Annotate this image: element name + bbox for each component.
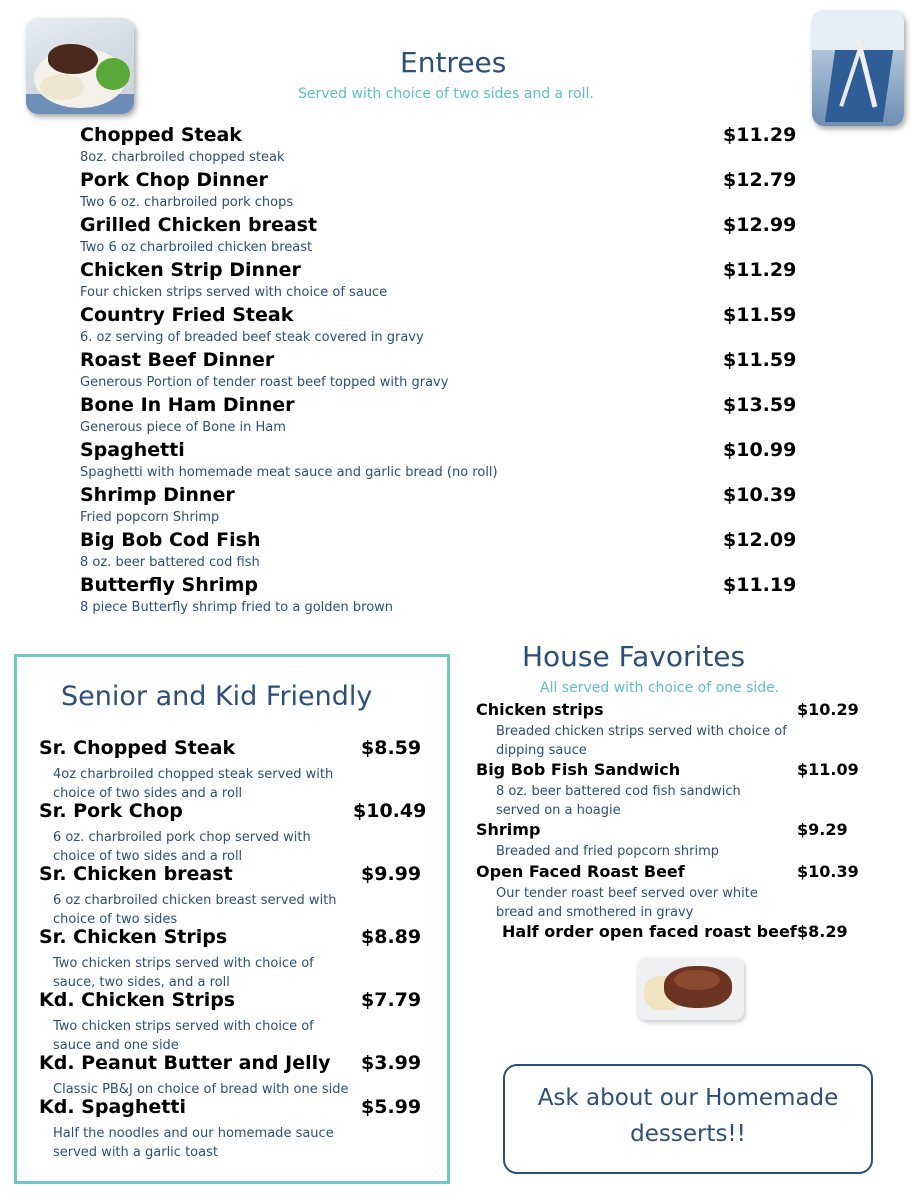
house-item <box>476 862 906 922</box>
house-item-price: $9.29 <box>797 820 848 839</box>
entree-item <box>80 574 800 619</box>
entree-description: Two 6 oz charbroiled chicken breast <box>80 240 313 255</box>
entree-price: $10.39 <box>723 484 797 506</box>
house-item-description: Breaded chicken strips served with choice of dipping sauce <box>496 724 787 758</box>
senior-kid-title: Senior and Kid Friendly <box>61 681 373 712</box>
entree-item <box>80 394 800 439</box>
entree-item <box>80 349 800 394</box>
senior-item-description: Two chicken strips served with choice of sauce, two sides, and a roll <box>53 956 314 990</box>
desserts-callout <box>503 1064 873 1174</box>
entrees-list <box>80 124 800 619</box>
entree-description: 8 oz. beer battered cod fish <box>80 555 260 570</box>
house-favorites-list <box>476 700 906 922</box>
senior-kid-list <box>39 737 439 1159</box>
house-item-name: Chicken strips <box>476 700 604 719</box>
entree-description: Generous Portion of tender roast beef topped with gravy <box>80 375 449 390</box>
senior-item-description: 6 oz charbroiled chicken breast served with choice of two sides <box>53 893 337 927</box>
house-item-description: Breaded and fried popcorn shrimp <box>496 844 720 859</box>
entree-item <box>80 124 800 169</box>
half-order-price: $8.29 <box>797 922 848 941</box>
entree-price: $11.29 <box>723 259 797 281</box>
house-item-name: Open Faced Roast Beef <box>476 862 685 881</box>
senior-item-price: $10.49 <box>353 800 427 822</box>
house-favorites-title: House Favorites <box>522 640 746 673</box>
entree-item <box>80 214 800 259</box>
entree-name: Shrimp Dinner <box>80 484 235 506</box>
entree-name: Country Fried Steak <box>80 304 294 326</box>
house-item <box>476 760 906 820</box>
entree-name: Roast Beef Dinner <box>80 349 275 371</box>
entree-name: Chopped Steak <box>80 124 242 146</box>
entree-name: Butterfly Shrimp <box>80 574 259 596</box>
senior-item-name: Sr. Chopped Steak <box>39 737 236 759</box>
entree-price: $11.29 <box>723 124 797 146</box>
senior-item <box>39 926 439 989</box>
house-favorites-subtitle: All served with choice of one side. <box>540 680 780 696</box>
half-order-name: Half order open faced roast beef <box>502 922 797 941</box>
entree-price: $11.59 <box>723 304 797 326</box>
entree-name: Chicken Strip Dinner <box>80 259 301 281</box>
senior-item-description: Two chicken strips served with choice of sauce and one side <box>53 1019 314 1053</box>
senior-item-price: $8.59 <box>361 737 422 759</box>
entree-description: 8 piece Butterfly shrimp fried to a golden brown <box>80 600 394 615</box>
entree-name: Big Bob Cod Fish <box>80 529 261 551</box>
senior-item-name: Sr. Chicken breast <box>39 863 233 885</box>
entree-price: $11.59 <box>723 349 797 371</box>
senior-item-description: Half the noodles and our homemade sauce served with a garlic toast <box>53 1126 334 1160</box>
entree-price: $12.99 <box>723 214 797 236</box>
desserts-line-1: Ask about our Homemade <box>537 1085 839 1111</box>
entree-description: Spaghetti with homemade meat sauce and garlic bread (no roll) <box>80 465 498 480</box>
senior-item <box>39 863 439 926</box>
entree-description: Two 6 oz. charbroiled pork chops <box>80 195 294 210</box>
entree-item <box>80 484 800 529</box>
senior-item <box>39 800 439 863</box>
entree-name: Pork Chop Dinner <box>80 169 268 191</box>
house-item-name: Shrimp <box>476 820 541 839</box>
entree-description: 6. oz serving of breaded beef steak covered in gravy <box>80 330 424 345</box>
entree-description: Generous piece of Bone in Ham <box>80 420 286 435</box>
entree-price: $10.99 <box>723 439 797 461</box>
roast-beef-photo <box>638 958 744 1020</box>
steak-plate-photo <box>26 18 134 114</box>
house-item-price: $11.09 <box>797 760 859 779</box>
senior-item-name: Sr. Chicken Strips <box>39 926 228 948</box>
senior-kid-section <box>14 654 450 1184</box>
house-item-description: Our tender roast beef served over white bread and smothered in gravy <box>496 886 758 920</box>
house-item-price: $10.29 <box>797 700 859 719</box>
senior-item-description: Classic PB&J on choice of bread with one side <box>53 1082 349 1097</box>
house-item-price: $10.39 <box>797 862 859 881</box>
senior-item <box>39 989 439 1052</box>
senior-item <box>39 737 439 800</box>
senior-item-price: $7.79 <box>361 989 422 1011</box>
entree-description: Four chicken strips served with choice of sauce <box>80 285 388 300</box>
entrees-subtitle: Served with choice of two sides and a roll. <box>298 86 594 102</box>
senior-item-price: $9.99 <box>361 863 422 885</box>
senior-item-price: $8.89 <box>361 926 422 948</box>
entree-price: $12.09 <box>723 529 797 551</box>
senior-item-price: $3.99 <box>361 1052 422 1074</box>
house-item <box>476 700 906 760</box>
entree-name: Spaghetti <box>80 439 185 461</box>
senior-item-name: Kd. Chicken Strips <box>39 989 236 1011</box>
senior-item-description: 4oz charbroiled chopped steak served with choice of two sides and a roll <box>53 767 334 801</box>
house-item <box>476 820 906 862</box>
entree-item <box>80 529 800 574</box>
entree-name: Grilled Chicken breast <box>80 214 318 236</box>
entree-item <box>80 439 800 484</box>
senior-item-name: Sr. Pork Chop <box>39 800 183 822</box>
house-item-description: 8 oz. beer battered cod fish sandwich served on a hoagie <box>496 784 741 818</box>
desserts-line-2: desserts!! <box>630 1121 746 1147</box>
entree-item <box>80 304 800 349</box>
senior-item <box>39 1052 439 1096</box>
senior-item-name: Kd. Peanut Butter and Jelly <box>39 1052 331 1074</box>
table-setting-photo <box>812 10 904 126</box>
entrees-title: Entrees <box>400 46 507 79</box>
entree-item <box>80 169 800 214</box>
entree-name: Bone In Ham Dinner <box>80 394 295 416</box>
entree-price: $12.79 <box>723 169 797 191</box>
entree-item <box>80 259 800 304</box>
senior-item-name: Kd. Spaghetti <box>39 1096 186 1118</box>
entree-description: 8oz. charbroiled chopped steak <box>80 150 285 165</box>
senior-item <box>39 1096 439 1159</box>
entree-description: Fried popcorn Shrimp <box>80 510 220 525</box>
house-item-name: Big Bob Fish Sandwich <box>476 760 681 779</box>
entree-price: $13.59 <box>723 394 797 416</box>
entree-price: $11.19 <box>723 574 797 596</box>
senior-item-price: $5.99 <box>361 1096 422 1118</box>
senior-item-description: 6 oz. charbroiled pork chop served with choice of two sides and a roll <box>53 830 311 864</box>
